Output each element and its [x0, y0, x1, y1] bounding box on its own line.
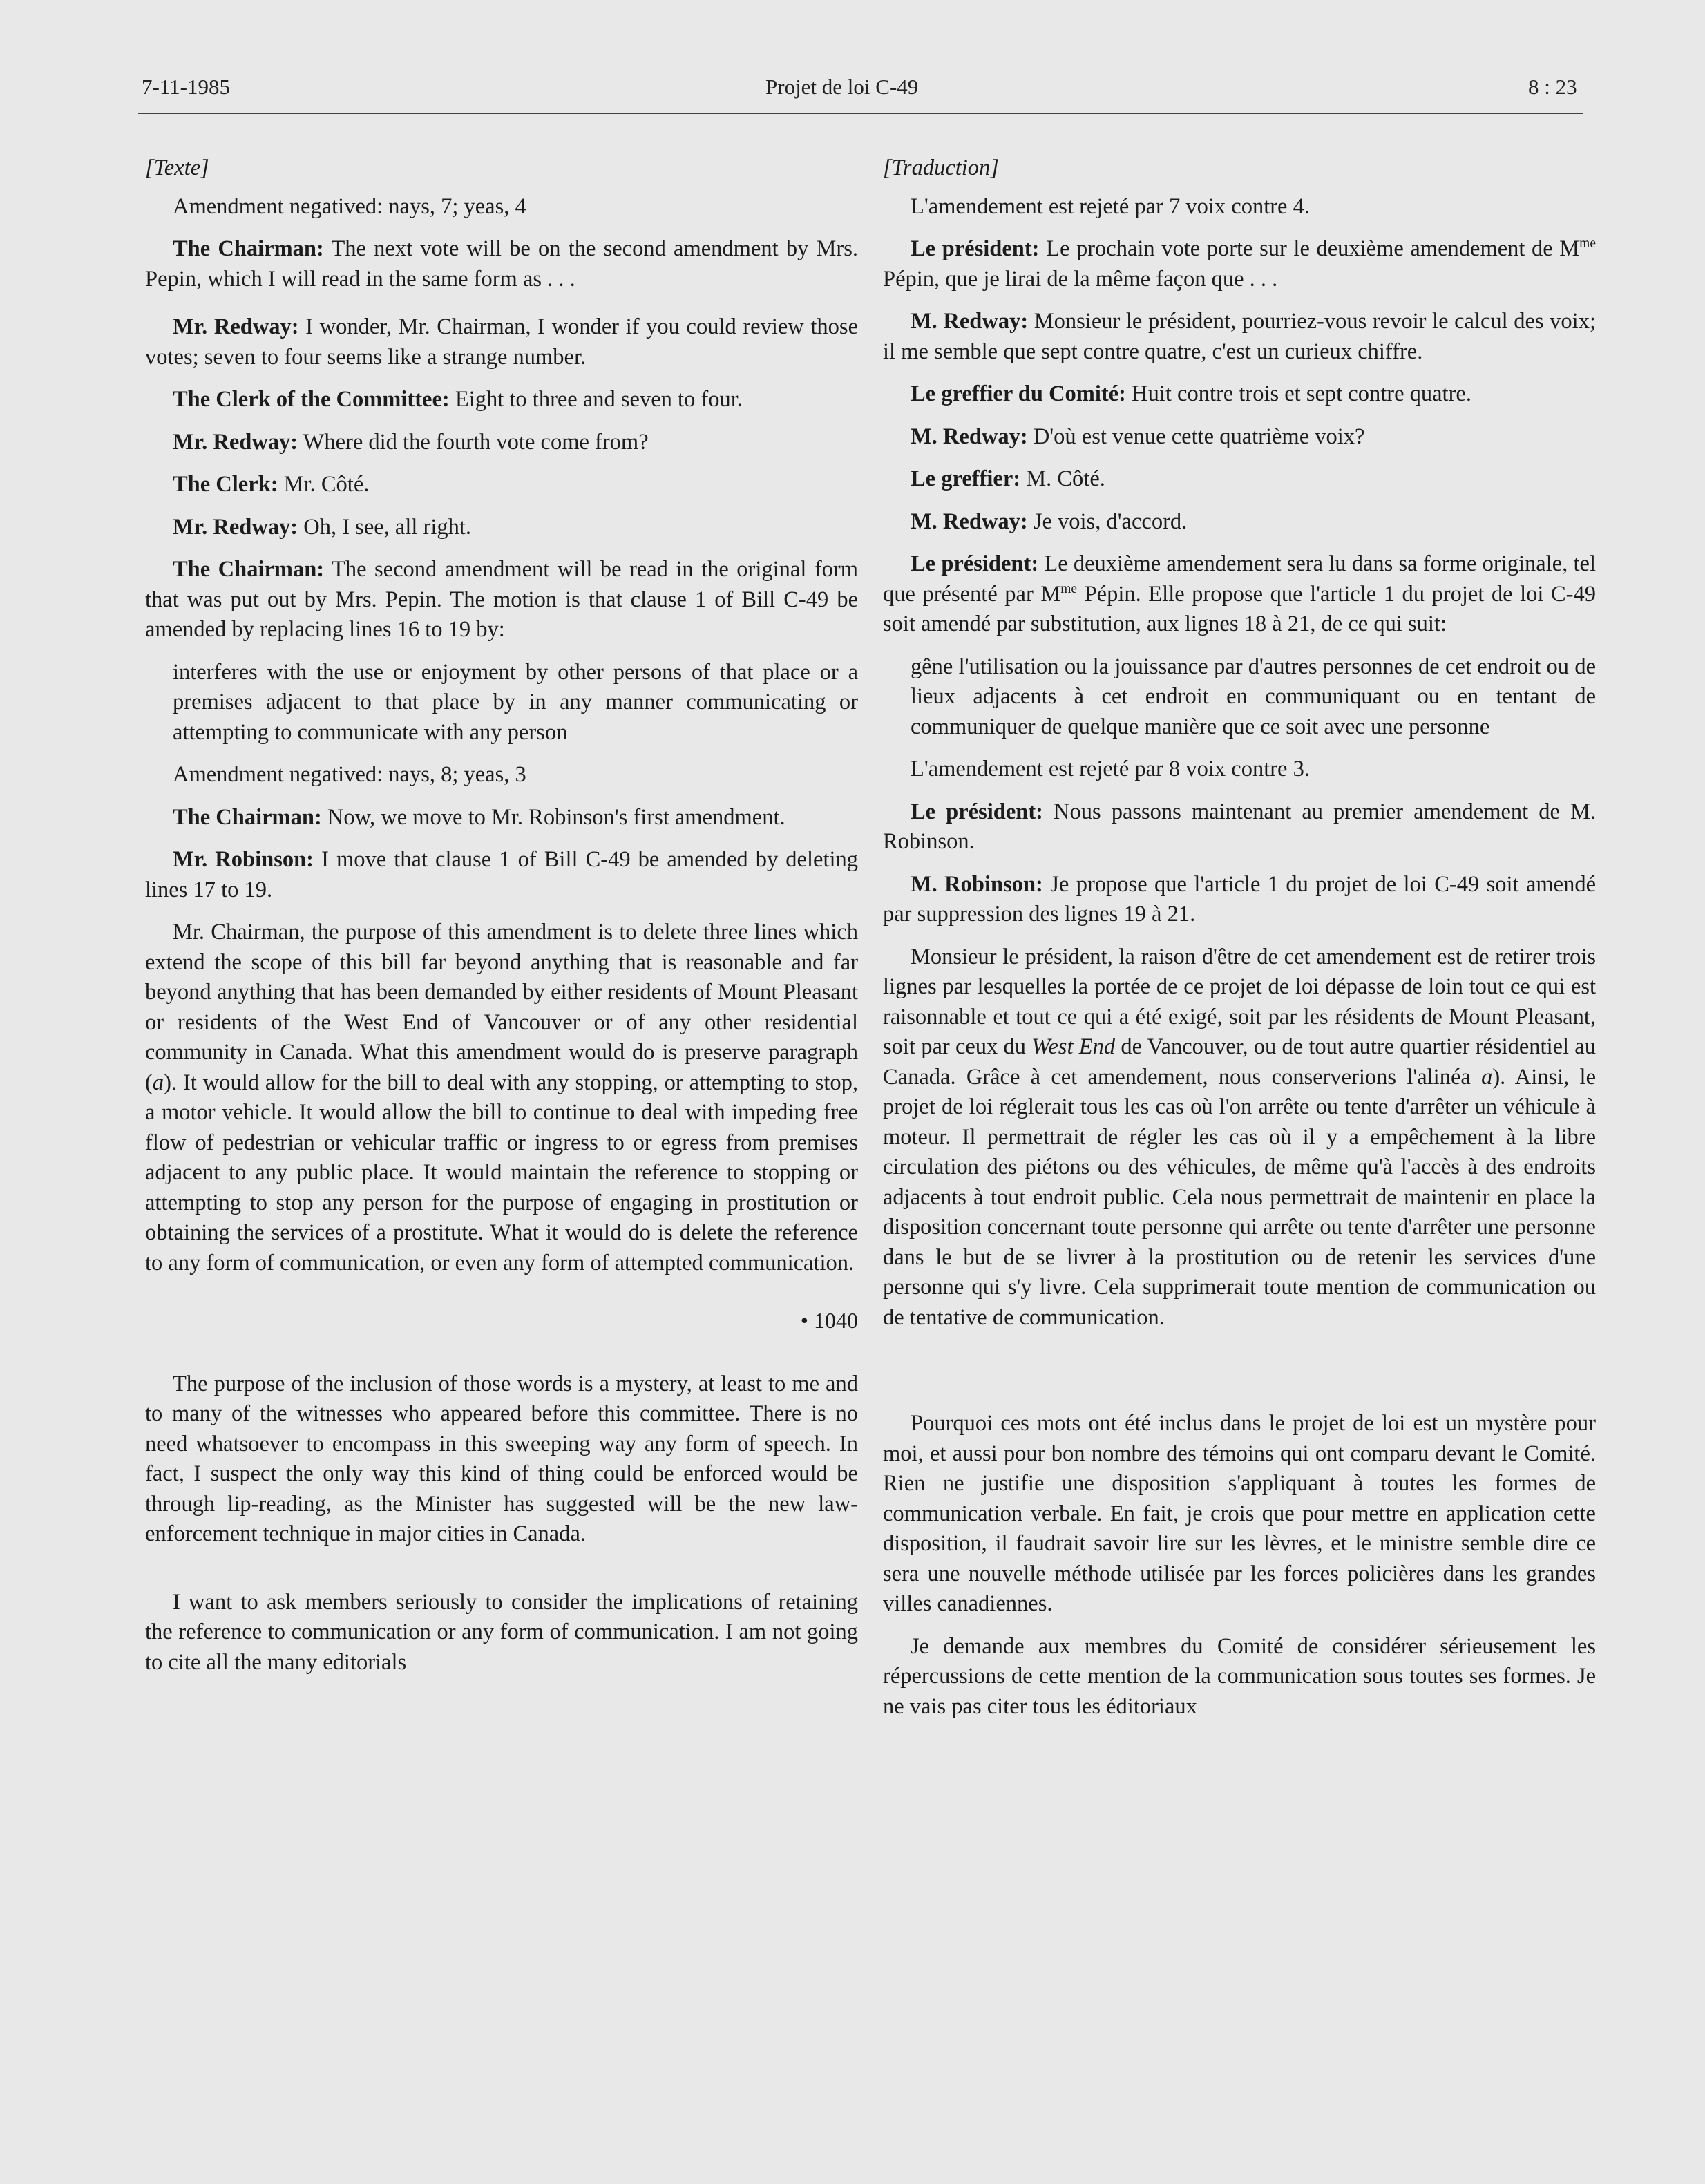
speaker: M. Redway: [911, 509, 1028, 534]
paragraph: Mr. Robinson: I move that clause 1 of Bill C-49 be amended by deleting lines 17 to 19. [145, 847, 859, 902]
paragraph: L'amendement est rejeté par 8 voix contre 3. [911, 757, 1310, 781]
paragraph: Mr. Redway: Where did the fourth vote come from? [173, 429, 649, 455]
paragraph: The Clerk of the Committee: Eight to three and seven to four. [173, 387, 743, 412]
quoted-text: gêne l'utilisation ou la jouissance par d'autres personnes de cet endroit ou de lieux adjacents à cet endroit en communiquant ou en tentant de communiquer de quelque manière que ce soit avec une personne [911, 654, 1596, 739]
paragraph: Amendment negatived: nays, 8; yeas, 3 [173, 762, 526, 787]
language-tag: [Traduction] [883, 155, 999, 180]
paragraph: L'amendement est rejeté par 7 voix contre 4. [911, 193, 1310, 219]
speaker: Le greffier du Comité: [911, 381, 1126, 406]
header-page-number: 8 : 23 [1528, 75, 1577, 99]
header-rule [138, 113, 1583, 114]
language-tag: [Texte] [145, 155, 209, 180]
paragraph: The purpose of the inclusion of those words is a mystery, at least to me and to many of the witnesses who appeared before this committee. There is no need whatsoever to encompass in this sweeping way any form of speech. In fact, I suspect the only way this kind of thing could be enforced would be through lip-reading, as the Minister has suggested will be the new law-enforcement technique in major cities in Canada. [145, 1371, 858, 1546]
paragraph: The Chairman: The second amendment will be read in the original form that was put out by Mrs. Pepin. The motion is that clause 1 of Bill C-49 be amended by replacing lines 16 to 19 by: [145, 557, 858, 642]
header-date: 7-11-1985 [142, 75, 230, 99]
paragraph: Monsieur le président, la raison d'être de cet amendement est de retirer trois lignes par lesquelles la portée de ce projet de loi dépasse de loin tout ce qui est raisonnable et tout ce qui a été exigé, soit par les résidents de Mount Pleasant, soit par ceux du West End de Vancouver, ou de tout autre quartier résidentiel au Canada. Grâce à cet amendement, nous conserverions l'alinéa a). Ainsi, le projet de loi réglerait tous les cas où l'on arrête ou tente d'arrêter un véhicule à moteur. Il permettrait de régler les cas où il y a empêchement à la libre circulation des piétons ou des véhicules, de même qu'à l'accès à des endroits adjacents à tout endroit public. Cela nous permettrait de maintenir en place la disposition concernant toute personne qui arrête ou tente d'arrêter une personne dans le but de se livrer à la prostitution ou de retenir les services d'une personne qui s'y livre. Cela supprimerait toute mention de communication ou de tentative de communication. [883, 944, 1596, 1330]
paragraph: The Chairman: The next vote will be on the second amendment by Mrs. Pepin, which I will read in the same form as . . . [145, 236, 858, 292]
paragraph: M. Redway: D'où est venue cette quatrième voix? [911, 424, 1365, 449]
paragraph: Amendment negatived: nays, 7; yeas, 4 [173, 193, 526, 219]
paragraph: Le président: Le prochain vote porte sur le deuxième amendement de $M^{me}$ Pépin, que je lirai de la même façon que . . . [883, 236, 1596, 292]
paragraph: Le président: Nous passons maintenant au premier amendement de M. Robinson. [883, 799, 1596, 854]
speaker: M. Redway: [911, 424, 1028, 449]
speaker: Mr. Redway: [173, 314, 299, 339]
paragraph: M. Robinson: Je propose que l'article 1 du projet de loi C-49 soit amendé par suppression des lignes 19 à 21. [883, 871, 1596, 927]
speaker: M. Redway: [911, 309, 1029, 334]
time-marker: • 1040 [800, 1308, 858, 1333]
speaker: Mr. Robinson: [173, 847, 314, 872]
paragraph: Mr. Chairman, the purpose of this amendment is to delete three lines which extend the scope of this bill far beyond anything that is reasonable and far beyond anything that has been demanded by either residents of Mount Pleasant or residents of the West End of Vancouver or of any other residential community in Canada. What this amendment would do is preserve paragraph (a). It would allow for the bill to deal with any stopping, or attempting to stop, a motor vehicle. It would allow the bill to continue to deal with impeding free flow of pedestrian or vehicular traffic or ingress to or egress from premises adjacent to any public place. It would maintain the reference to stopping or attempting to stop any person for the purpose of engaging in prostitution or obtaining the services of a prostitute. What it would do is delete the reference to any form of communication, or even any form of attempted communication. [145, 920, 858, 1275]
speaker: The Chairman: [173, 236, 324, 261]
speaker: The Clerk of the Committee: [173, 387, 450, 412]
speaker: The Chairman: [173, 804, 322, 830]
paragraph: Mr. Redway: Oh, I see, all right. [173, 514, 472, 540]
english-column [145, 153, 858, 1690]
speaker: Le président: [911, 236, 1040, 261]
speaker: Le président: [911, 551, 1039, 576]
paragraph: Le président: Le deuxième amendement sera lu dans sa forme originale, tel que présenté par $M^{me}$ Pépin. Elle propose que l'article 1 du projet de loi C-49 soit amendé par substitution, aux lignes 18 à 21, de ce qui suit: [883, 551, 1596, 636]
paragraph: M. Redway: Monsieur le président, pourriez-vous revoir le calcul des voix; il me semble que sept contre quatre, c'est un curieux chiffre. [883, 309, 1596, 364]
speaker: The Chairman: [173, 557, 325, 582]
speaker: Le président: [911, 799, 1043, 824]
speaker: M. Robinson: [911, 871, 1043, 897]
paragraph: Mr. Redway: I wonder, Mr. Chairman, I wonder if you could review those votes; seven to four seems like a strange number. [145, 314, 858, 370]
paragraph: I want to ask members seriously to consider the implications of retaining the reference to communication or any form of communication. I am not going to cite all the many editorials [145, 1589, 858, 1675]
header-title: Projet de loi C-49 [765, 75, 919, 99]
speaker: Mr. Redway: [173, 514, 298, 540]
quoted-text: interferes with the use or enjoyment by other persons of that place or a premises adjacent to that place by in any manner communicating or attempting to communicate with any person [173, 659, 858, 745]
french-column [883, 153, 1596, 1734]
paragraph: Pourquoi ces mots ont été inclus dans le projet de loi est un mystère pour moi, et aussi pour bon nombre des témoins qui ont comparu devant le Comité. Rien ne justifie une disposition s'appliquant à toutes les formes de communication verbale. En fait, je crois que pour mettre en application cette disposition, il faudrait savoir lire sur les lèvres, et le ministre semble dire ce sera une nouvelle méthode utilisée par les forces policières dans les grandes villes canadiennes. [883, 1411, 1596, 1616]
paragraph: Le greffier: M. Côté. [911, 466, 1105, 491]
paragraph: Je demande aux membres du Comité de considérer sérieusement les répercussions de cette mention de la communication sous toutes ses formes. Je ne vais pas citer tous les éditoriaux [883, 1633, 1596, 1719]
speaker: Mr. Redway: [173, 429, 298, 455]
speaker: The Clerk: [173, 472, 278, 497]
paragraph: Le greffier du Comité: Huit contre trois et sept contre quatre. [911, 381, 1471, 406]
paragraph: The Chairman: Now, we move to Mr. Robinson's first amendment. [173, 804, 785, 830]
paragraph: M. Redway: Je vois, d'accord. [911, 509, 1188, 534]
paragraph: The Clerk: Mr. Côté. [173, 472, 370, 497]
speaker: Le greffier: [911, 466, 1021, 491]
